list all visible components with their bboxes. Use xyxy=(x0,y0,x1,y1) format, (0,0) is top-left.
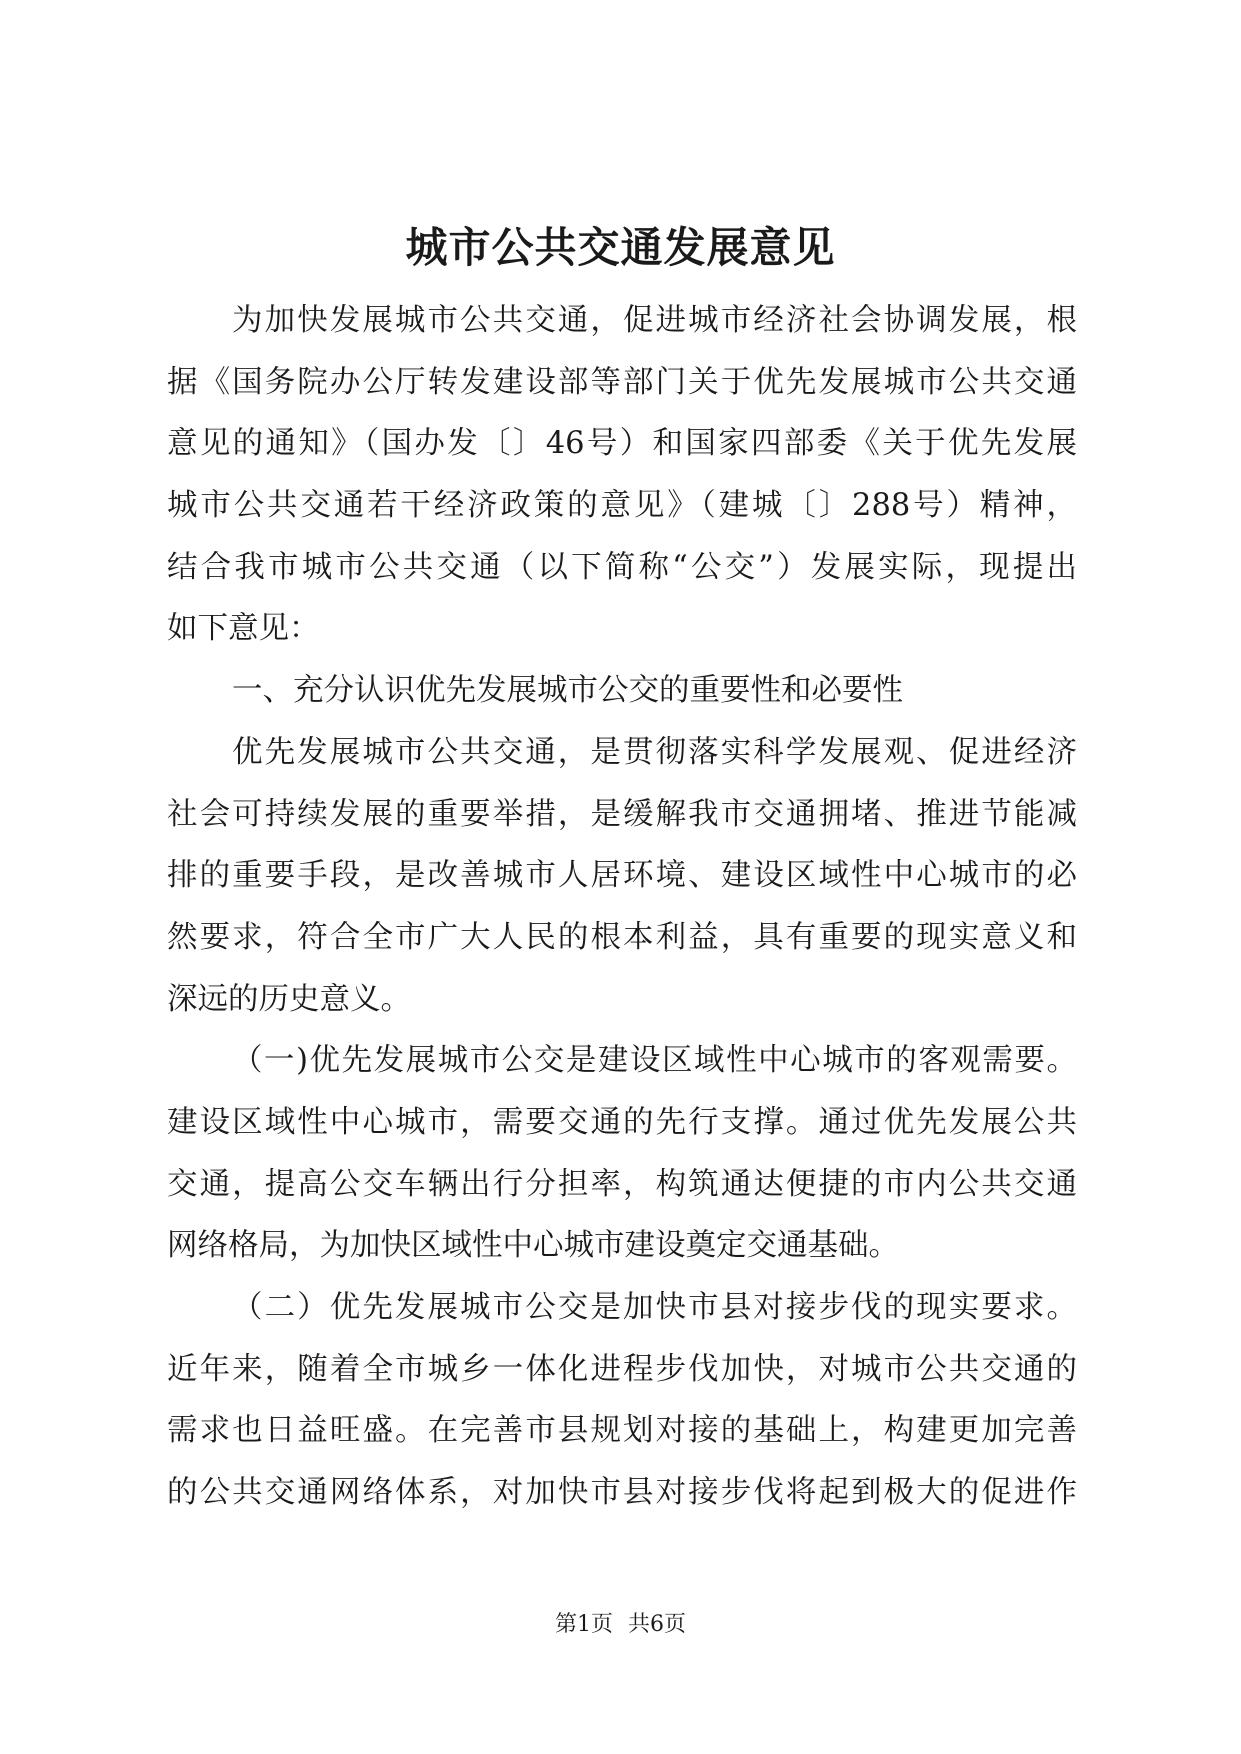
paragraph-line: 社会可持续发展的重要举措，是缓解我市交通拥堵、推进节能减 xyxy=(167,796,1077,832)
document-body xyxy=(167,290,1077,1524)
paragraph-line: 排的重要手段，是改善城市人居环境、建设区域性中心城市的必 xyxy=(167,858,1077,894)
paragraph-line: 然要求，符合全市广大人民的根本利益，具有重要的现实意义和 xyxy=(167,919,1077,955)
paragraph-line: 城市公共交通若干经济政策的意见》（建城〔〕288号）精神， xyxy=(167,488,1077,524)
subsection-heading: （二）优先发展城市公交是加快市县对接步伐的现实要求。 xyxy=(232,1290,1077,1325)
paragraph-line: 深远的历史意义。 xyxy=(167,981,411,1017)
paragraph-line: 建设区域性中心城市，需要交通的先行支撑。通过优先发展公共 xyxy=(167,1104,1077,1140)
subsection-heading: （一)优先发展城市公交是建设区域性中心城市的客观需要。 xyxy=(232,1043,1077,1079)
paragraph-line: 交通，提高公交车辆出行分担率，构筑通达便捷的市内公共交通 xyxy=(167,1166,1077,1202)
section-heading: 一、充分认识优先发展城市公交的重要性和必要性 xyxy=(232,673,903,709)
paragraph-line: 结合我市城市公共交通（以下简称“公交”）发展实际，现提出 xyxy=(167,549,1077,585)
page-footer xyxy=(0,1610,1241,1640)
paragraph-line: 意见的通知》（国办发〔〕46号）和国家四部委《关于优先发展 xyxy=(167,426,1077,462)
paragraph-line: 近年来，随着全市城乡一体化进程步伐加快，对城市公共交通的 xyxy=(167,1351,1077,1387)
page-number: 第1页 xyxy=(555,1612,613,1637)
paragraph-line: 需求也日益旺盛。在完善市县规划对接的基础上，构建更加完善 xyxy=(167,1413,1077,1449)
paragraph-line: 据《国务院办公厅转发建设部等部门关于优先发展城市公共交通 xyxy=(167,364,1077,400)
paragraph-line: 网络格局，为加快区域性中心城市建设奠定交通基础。 xyxy=(167,1228,899,1264)
paragraph-line: 为加快发展城市公共交通，促进城市经济社会协调发展，根 xyxy=(232,303,1077,338)
paragraph-line: 如下意见： xyxy=(167,611,320,647)
paragraph-line: 的公共交通网络体系，对加快市县对接步伐将起到极大的促进作 xyxy=(167,1475,1077,1511)
document-title: 城市公共交通发展意见 xyxy=(405,223,836,272)
paragraph-line: 优先发展城市公共交通，是贯彻落实科学发展观、促进经济 xyxy=(232,734,1077,770)
page-total: 共6页 xyxy=(628,1612,686,1637)
